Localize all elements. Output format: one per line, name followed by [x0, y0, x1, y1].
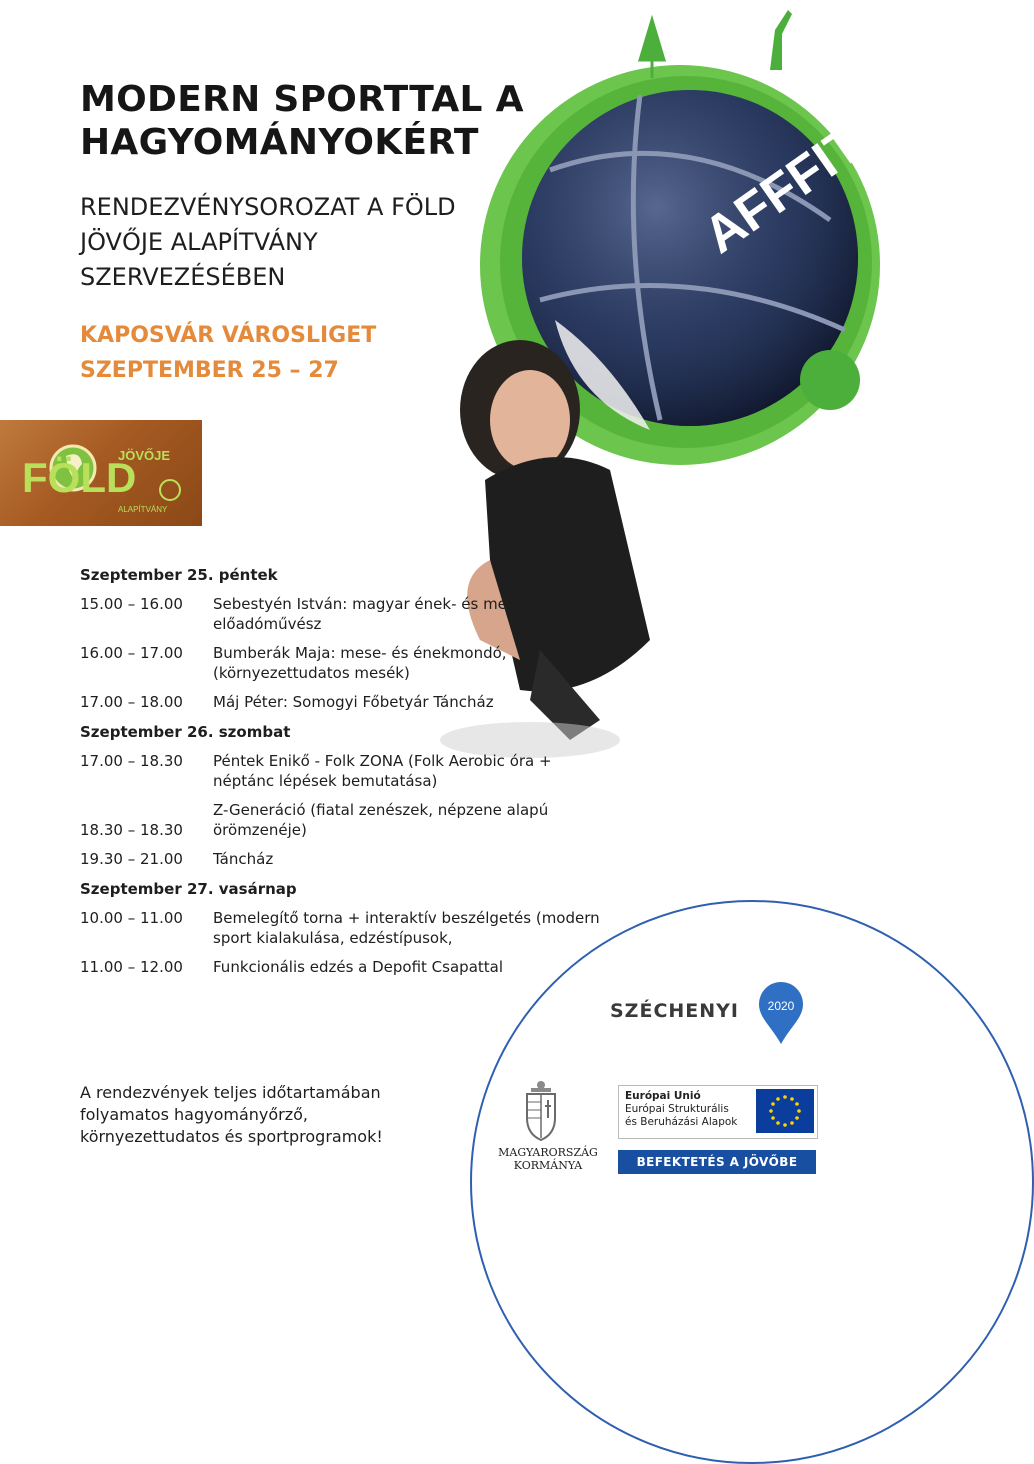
schedule-row	[80, 751, 640, 791]
ball-brand-text: AFFFIT	[693, 114, 874, 265]
event-location: KAPOSVÁR VÁROSLIGET	[80, 323, 377, 348]
eu-funding-box	[618, 1085, 818, 1139]
eu-flag-icon	[756, 1089, 814, 1133]
program-description: Táncház	[213, 850, 274, 868]
program-description: Funkcionális edzés a Depofit Csapattal	[213, 958, 504, 976]
main-title: MODERN SPORTTAL A HAGYOMÁNYOKÉRT	[80, 79, 524, 164]
szechenyi-logo-text: SZÉCHENYI	[610, 1000, 739, 1022]
time-slot: 11.00 – 12.00	[80, 958, 183, 976]
program-description: Péntek Enikő - Folk ZONA (Folk Aerobic óra + néptánc lépések bemutatása)	[213, 752, 552, 790]
time-slot: 18.30 – 18.30	[80, 821, 183, 839]
time-slot: 17.00 – 18.30	[80, 752, 183, 770]
schedule-row	[80, 800, 640, 840]
schedule	[80, 565, 640, 986]
program-description: Máj Péter: Somogyi Főbetyár Táncház	[213, 693, 494, 711]
logo-bottom-text: ALAPÍTVÁNY	[118, 505, 168, 514]
day-title: Szeptember 25. péntek	[80, 566, 278, 584]
hungarian-coat-of-arms-icon	[515, 1078, 567, 1144]
event-place-date	[80, 318, 500, 388]
eu-title: Európai Unió	[625, 1090, 701, 1102]
logo-top-text: JÖVŐJE	[118, 448, 171, 463]
closing-note: A rendezvények teljes időtartamában folyamatos hagyományőrző, környezettudatos és sportprogramok!	[80, 1083, 383, 1146]
schedule-row	[80, 594, 640, 634]
eu-line2: és Beruházási Alapok	[625, 1116, 738, 1128]
event-dates: SZEPTEMBER 25 – 27	[80, 358, 339, 384]
program-description: Bumberák Maja: mese- és énekmondó, (környezettudatos mesék)	[213, 644, 507, 682]
eu-funding-text	[625, 1090, 755, 1129]
program-description: Z-Generáció (fiatal zenészek, népzene alapú örömzenéje)	[213, 801, 549, 839]
time-slot: 16.00 – 17.00	[80, 644, 183, 662]
schedule-row	[80, 957, 640, 977]
day-title: Szeptember 27. vasárnap	[80, 880, 297, 898]
program-description: Sebestyén István: magyar ének- és mesemondó előadóművész	[213, 595, 576, 633]
program-description: Bemelegítő torna + interaktív beszélgetés (modern sport kialakulása, edzéstípusok,	[213, 909, 600, 947]
subtitle: RENDEZVÉNYSOROZAT A FÖLD JÖVŐJE ALAPÍTVÁNY SZERVEZÉSÉBEN	[80, 193, 456, 291]
schedule-row	[80, 849, 640, 869]
time-slot: 17.00 – 18.00	[80, 693, 183, 711]
investment-banner: BEFEKTETÉS A JÖVŐBE	[618, 1150, 816, 1174]
schedule-row	[80, 692, 640, 712]
day-block	[80, 879, 640, 977]
day-block	[80, 722, 640, 869]
government-label	[490, 1146, 606, 1172]
schedule-row	[80, 908, 640, 948]
szechenyi-pin-icon	[757, 982, 805, 1046]
kormany-line2: KORMÁNYA	[513, 1159, 583, 1172]
time-slot: 10.00 – 11.00	[80, 909, 183, 927]
szechenyi-year: 2020	[767, 999, 795, 1013]
time-slot: 19.30 – 21.00	[80, 850, 183, 868]
day-title: Szeptember 26. szombat	[80, 723, 291, 741]
eu-line1: Európai Strukturális	[625, 1103, 729, 1115]
kormany-line1: MAGYARORSZÁG	[498, 1146, 598, 1159]
day-block	[80, 565, 640, 712]
schedule-row	[80, 643, 640, 683]
fold-jovoje-logo	[0, 420, 202, 526]
logo-main-text: FÖLD	[22, 454, 137, 501]
time-slot: 15.00 – 16.00	[80, 595, 183, 613]
decorative-arc	[470, 900, 1034, 1464]
